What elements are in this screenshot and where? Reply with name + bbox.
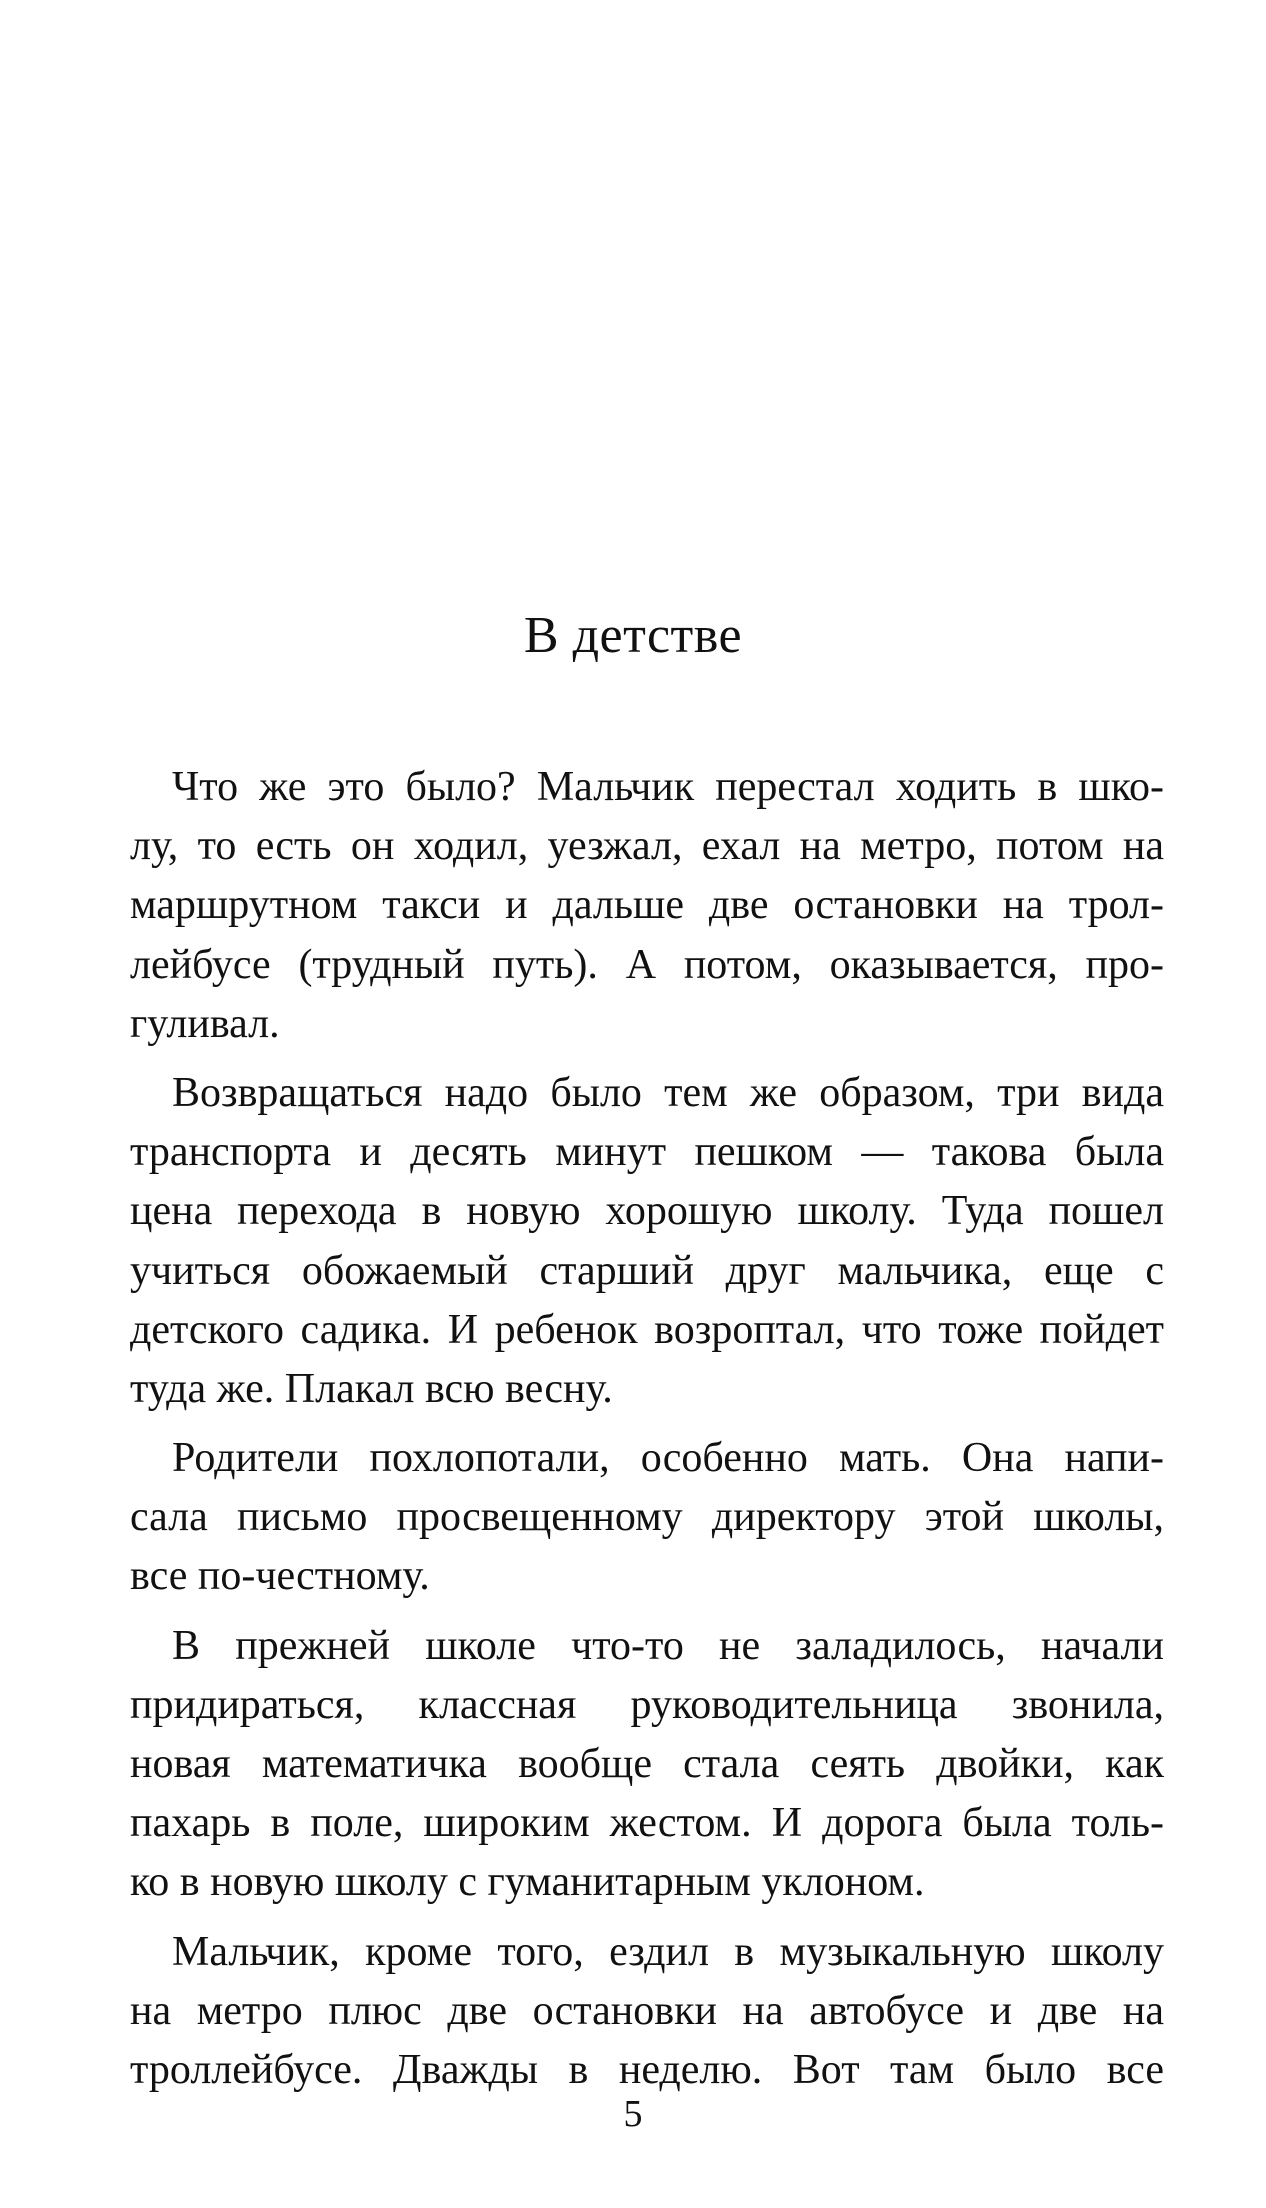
body-text xyxy=(130,758,1164,2100)
text-line: маршрутном такси и дальше две остановки на трол- xyxy=(130,882,1164,929)
text-line: туда же. Плакал всю весну. xyxy=(130,1365,613,1412)
text-line: лейбусе (трудный путь). А потом, оказывается, про- xyxy=(130,941,1164,988)
paragraph-3 xyxy=(130,1429,1164,1607)
text-line: пахарь в поле, широким жестом. И дорога была толь- xyxy=(130,1800,1164,1847)
text-line: ко в новую школу с гуманитарным уклоном. xyxy=(130,1859,925,1906)
paragraph-4 xyxy=(130,1617,1164,1913)
text-line: лу, то есть он ходил, уезжал, ехал на метро, потом на xyxy=(130,823,1164,870)
text-line: цена перехода в новую хорошую школу. Туда пошел xyxy=(130,1188,1164,1235)
text-line: учиться обожаемый старший друг мальчика, еще с xyxy=(130,1247,1164,1294)
text-line: гуливал. xyxy=(130,1000,280,1047)
page-number: 5 xyxy=(623,2093,643,2135)
text-line: В прежней школе что-то не заладилось, начали xyxy=(172,1622,1164,1669)
text-line: Родители похлопотали, особенно мать. Она напи- xyxy=(172,1435,1164,1482)
chapter-title: В детстве xyxy=(523,607,743,664)
text-line: Мальчик, кроме того, ездил в музыкальную школу xyxy=(172,1928,1164,1975)
paragraph-5 xyxy=(130,1923,1164,2101)
text-line: детского садика. И ребенок возроптал, что тоже пойдет xyxy=(130,1306,1164,1353)
text-line: новая математичка вообще стала сеять двойки, как xyxy=(130,1741,1164,1787)
paragraph-1 xyxy=(130,758,1164,1054)
text-line: Что же это было? Мальчик перестал ходить в шко- xyxy=(172,764,1164,810)
text-line: все по-честному. xyxy=(130,1553,430,1600)
text-line: Возвращаться надо было тем же образом, три вида xyxy=(172,1069,1164,1116)
text-line: сала письмо просвещенному директору этой школы, xyxy=(130,1494,1164,1541)
text-line: придираться, классная руководительница звонила, xyxy=(130,1681,1164,1728)
paragraph-2 xyxy=(130,1064,1164,1419)
text-line: троллейбусе. Дважды в неделю. Вот там было все xyxy=(130,2046,1164,2093)
text-line: транспорта и десять минут пешком — такова была xyxy=(130,1129,1164,1176)
text-line: на метро плюс две остановки на автобусе и две на xyxy=(130,1987,1164,2034)
